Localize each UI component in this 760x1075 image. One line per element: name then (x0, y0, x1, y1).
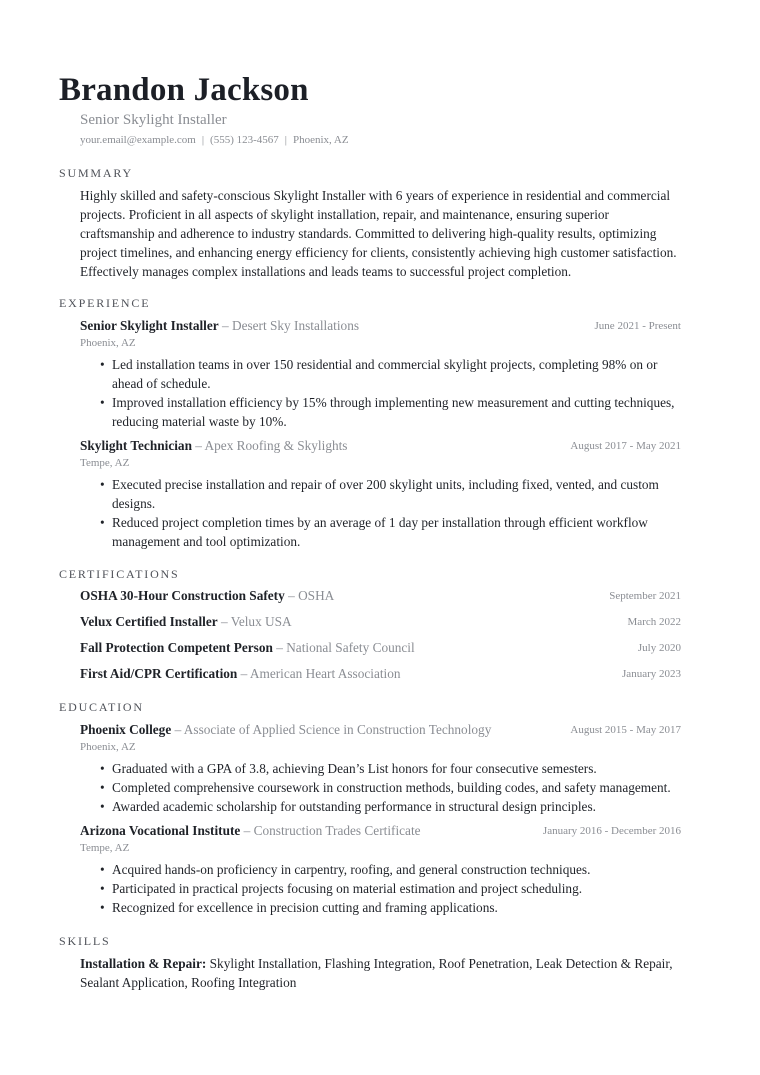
contact-separator: | (284, 134, 287, 146)
school-bullets (112, 860, 684, 917)
list-item: • Graduated with a GPA of 3.8, achieving Dean’s List honors for four consecutive semesters. (112, 759, 684, 778)
job-bullets (112, 355, 684, 431)
school-bullets (112, 759, 684, 816)
contact-line (80, 132, 349, 148)
school-name: Arizona Vocational Institute (80, 823, 241, 838)
skills-list: Skylight Installation, Flashing Integration, Roof Penetration, Leak Detection & Repair, Sealant Application, Roofing Integration (80, 956, 673, 990)
certification-name: First Aid/CPR Certification (80, 666, 238, 681)
certification-row (80, 612, 681, 632)
list-item: • Recognized for excellence in precision cutting and framing applications. (112, 898, 684, 917)
skills-heading: SKILLS (59, 934, 111, 948)
certification-issuer: – OSHA (288, 588, 335, 603)
certification-name: OSHA 30-Hour Construction Safety (80, 588, 285, 603)
certification-name: Velux Certified Installer (80, 614, 218, 629)
certifications-heading: CERTIFICATIONS (59, 567, 180, 581)
certification-date: March 2022 (627, 616, 681, 628)
job-role: Senior Skylight Installer (80, 318, 219, 333)
candidate-name: Brandon Jackson (59, 72, 309, 108)
job-company: – Apex Roofing & Skylights (195, 438, 348, 453)
list-item: • Awarded academic scholarship for outstanding performance in structural design principles. (112, 797, 684, 816)
job-bullets (112, 475, 684, 551)
job-company: – Desert Sky Installations (222, 318, 360, 333)
summary-text: Highly skilled and safety-conscious Skylight Installer with 6 years of experience in residential and commercial projects. Proficient in all aspects of skylight installation, repair, and maintenance, ensuring superior craftsmanship and adherence to industry standards. Committed to delivering high-quality results, optimizing project timelines, and enhancing energy efficiency for clients, consistently achieving high customer satisfaction. Effectively manages complex installations and leads teams to successful project completion. (80, 188, 677, 279)
skills-text (80, 954, 680, 992)
certification-issuer: – American Heart Association (240, 666, 401, 681)
list-item: • Improved installation efficiency by 15% through implementing new measurement and cutting techniques, reducing material waste by 10%. (112, 393, 684, 431)
certification-row (80, 586, 681, 606)
list-item: • Executed precise installation and repair of over 200 skylight units, including fixed, vented, and custom designs. (112, 475, 684, 513)
certification-row (80, 638, 681, 658)
education-heading: EDUCATION (59, 700, 144, 714)
contact-email[interactable]: your.email@example.com (80, 134, 196, 146)
candidate-title: Senior Skylight Installer (80, 112, 227, 128)
certification-date: July 2020 (637, 642, 681, 654)
school-degree: – Construction Trades Certificate (243, 823, 421, 838)
school-dates: January 2016 - December 2016 (542, 825, 681, 837)
school-header (80, 720, 681, 740)
certification-date: September 2021 (609, 590, 681, 602)
list-item: • Participated in practical projects focusing on material estimation and project scheduling. (112, 879, 684, 898)
job-role: Skylight Technician (80, 438, 192, 453)
certification-row (80, 664, 681, 684)
contact-separator: | (201, 134, 205, 146)
contact-phone[interactable]: (555) 123-4567 (210, 134, 279, 146)
school-name: Phoenix College (80, 722, 172, 737)
school-location: Phoenix, AZ (80, 741, 136, 753)
certification-issuer: – National Safety Council (276, 640, 415, 655)
certification-date: January 2023 (622, 668, 681, 680)
list-item: • Acquired hands-on proficiency in carpentry, roofing, and general construction techniques. (112, 860, 684, 879)
job-header (80, 436, 681, 456)
contact-location: Phoenix, AZ (292, 134, 349, 146)
summary-heading: SUMMARY (59, 166, 133, 180)
certification-issuer: – Velux USA (220, 614, 292, 629)
certification-name: Fall Protection Competent Person (80, 640, 273, 655)
job-dates: June 2021 - Present (594, 320, 681, 332)
job-header (80, 316, 681, 336)
skills-category: Installation & Repair: (80, 956, 207, 971)
list-item: • Led installation teams in over 150 residential and commercial skylight projects, completing 98% on or ahead of schedule. (112, 355, 684, 393)
list-item: • Completed comprehensive coursework in construction methods, building codes, and safety management. (112, 778, 684, 797)
job-location: Phoenix, AZ (80, 337, 136, 349)
school-dates: August 2015 - May 2017 (570, 724, 681, 736)
school-location: Tempe, AZ (80, 842, 130, 854)
list-item: • Reduced project completion times by an average of 1 day per installation through efficient workflow management and tool optimization. (112, 513, 684, 551)
school-header (80, 821, 681, 841)
job-dates: August 2017 - May 2021 (570, 440, 681, 452)
experience-heading: EXPERIENCE (59, 296, 151, 310)
job-location: Tempe, AZ (80, 457, 130, 469)
school-degree: – Associate of Applied Science in Construction Technology (174, 722, 492, 737)
